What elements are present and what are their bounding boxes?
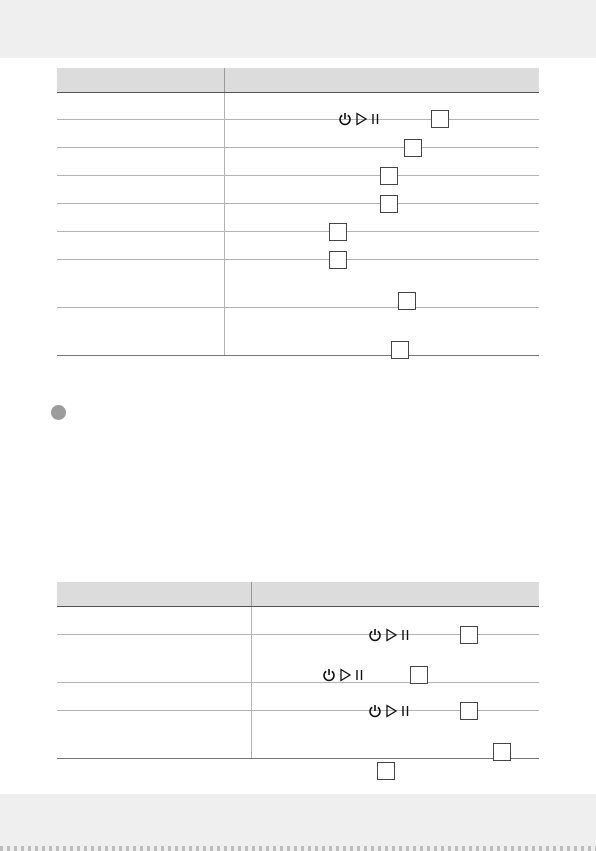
table-header-row — [57, 582, 539, 607]
row-label — [57, 204, 224, 232]
row-action — [251, 607, 539, 635]
table-row — [57, 120, 539, 148]
row-label — [57, 635, 251, 683]
pause-icon — [355, 668, 364, 682]
power-play-pause-icon — [322, 667, 364, 683]
table-row — [57, 176, 539, 204]
table-row — [57, 308, 539, 356]
pause-icon — [371, 112, 380, 126]
power-icon — [338, 112, 352, 126]
header-band — [0, 0, 596, 58]
row-label — [57, 711, 251, 759]
row-label — [57, 148, 224, 176]
header-cell-operation — [224, 68, 539, 93]
part-number-box — [460, 702, 478, 720]
part-number-box — [329, 251, 347, 269]
row-action — [224, 308, 539, 356]
power-play-pause-icon — [368, 703, 410, 719]
table-row — [57, 204, 539, 232]
row-action — [224, 260, 539, 308]
play-icon — [339, 668, 352, 682]
row-label — [57, 176, 224, 204]
row-label — [57, 232, 224, 260]
table-row — [57, 683, 539, 711]
part-number-box — [398, 292, 416, 310]
part-number-box — [380, 167, 398, 185]
part-number-box — [391, 341, 409, 359]
power-icon — [322, 668, 336, 682]
row-label — [57, 120, 224, 148]
row-action — [224, 148, 539, 176]
table-row — [57, 607, 539, 635]
power-play-pause-icon — [368, 627, 410, 643]
row-label — [57, 607, 251, 635]
play-icon — [385, 704, 398, 718]
play-icon — [385, 628, 398, 642]
row-label — [57, 308, 224, 356]
part-number-box — [431, 110, 449, 128]
power-icon — [368, 628, 382, 642]
table-row — [57, 232, 539, 260]
part-number-box — [377, 762, 395, 780]
part-number-box — [460, 626, 478, 644]
power-icon — [368, 704, 382, 718]
row-action — [251, 683, 539, 711]
table-row — [57, 260, 539, 308]
table-row — [57, 148, 539, 176]
pause-icon — [401, 628, 410, 642]
part-number-box — [380, 195, 398, 213]
header-cell-function — [57, 68, 224, 93]
row-action — [224, 93, 539, 120]
table-header-row — [57, 68, 539, 93]
table-row — [57, 93, 539, 120]
header-cell-operation — [251, 582, 539, 607]
footer-band — [0, 794, 596, 851]
power-play-pause-icon — [338, 111, 380, 127]
row-label — [57, 683, 251, 711]
part-number-box — [410, 666, 428, 684]
controls-table-1 — [57, 68, 539, 356]
play-icon — [355, 112, 368, 126]
controls-table-2 — [57, 582, 539, 759]
row-label — [57, 260, 224, 308]
part-number-box — [493, 743, 511, 761]
row-label — [57, 93, 224, 120]
header-cell-function — [57, 582, 251, 607]
row-action — [224, 232, 539, 260]
row-action — [224, 120, 539, 148]
part-number-box — [329, 223, 347, 241]
pause-icon — [401, 704, 410, 718]
section-bullet — [51, 405, 66, 420]
part-number-box — [404, 139, 422, 157]
